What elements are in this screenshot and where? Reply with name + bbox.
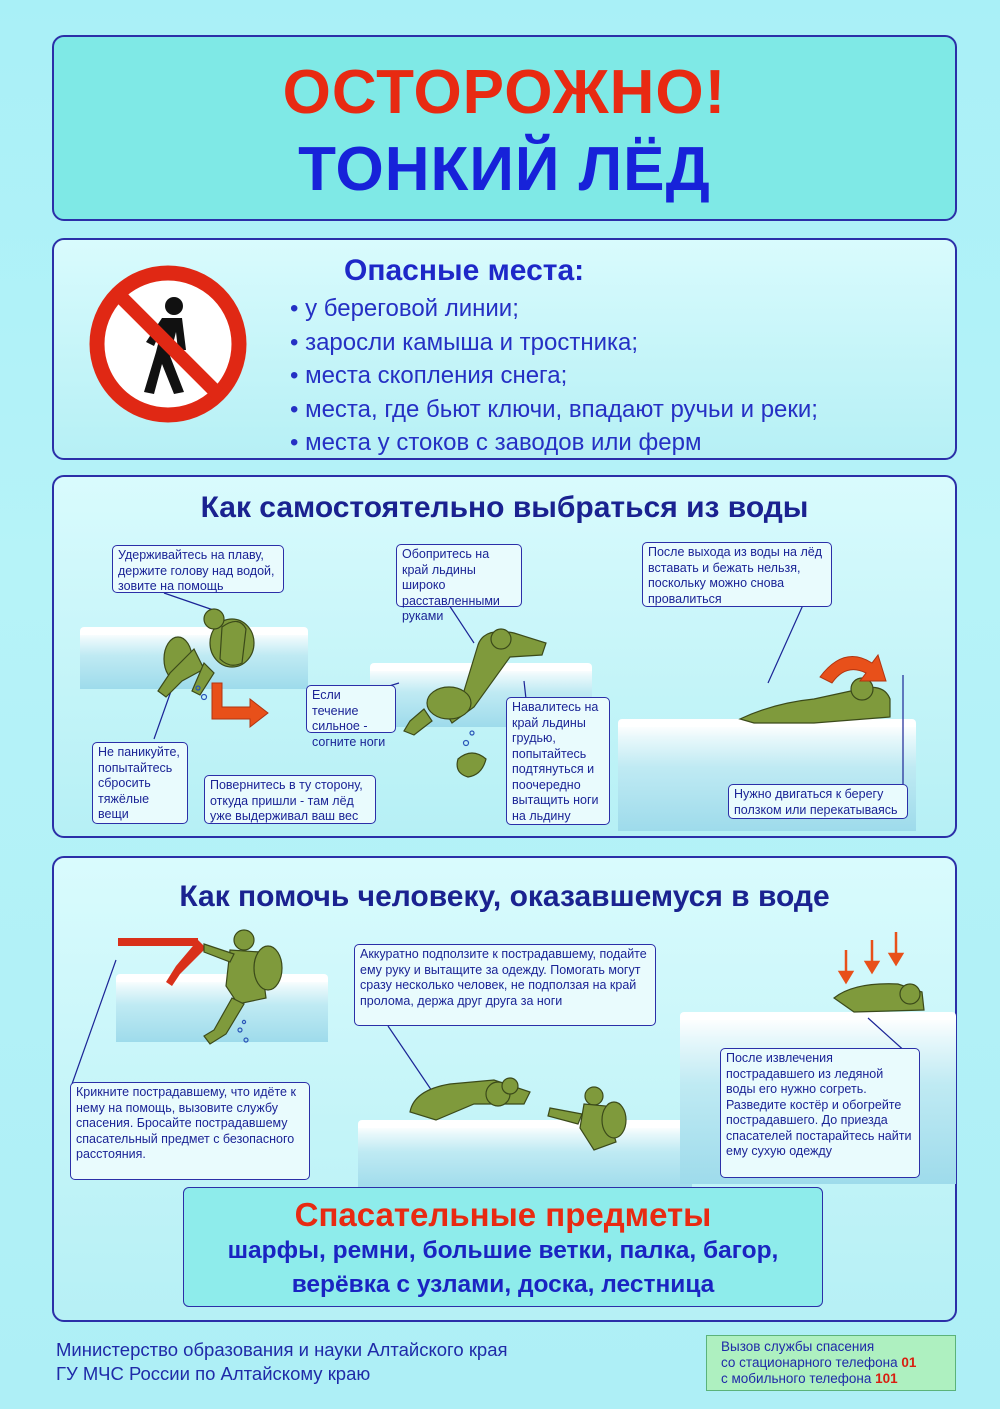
person-rolling-figure bbox=[740, 678, 890, 723]
landline-number: 01 bbox=[901, 1355, 917, 1370]
mobile-number: 101 bbox=[875, 1371, 898, 1386]
callout: Удерживайтесь на плаву, держите голову над водой, зовите на помощь bbox=[112, 545, 284, 593]
victim-figure bbox=[548, 1087, 626, 1150]
danger-list bbox=[290, 292, 818, 460]
phone-heading: Вызов службы спасения bbox=[721, 1339, 875, 1354]
rescue-items-line: верёвка с узлами, доска, лестница bbox=[291, 1271, 715, 1298]
callout: Не паникуйте, попытайтесь сбросить тяжёлые вещи bbox=[92, 742, 188, 824]
danger-heading: Опасные места: bbox=[344, 254, 585, 287]
list-item: • заросли камыша и тростника; bbox=[290, 328, 639, 356]
list-item: • у береговой линии; bbox=[290, 295, 519, 322]
person-in-water-figure bbox=[158, 609, 254, 697]
help-other-heading: Как помочь человеку, оказавшемуся в воде bbox=[179, 880, 830, 913]
callout: Нужно двигаться к берегу ползком или перекатываясь bbox=[728, 784, 908, 819]
self-rescue-heading: Как самостоятельно выбраться из воды bbox=[200, 491, 809, 524]
warming-arrows-icon bbox=[840, 932, 902, 982]
list-item: • места скопления снега; bbox=[290, 362, 568, 389]
rescue-items-title: Спасательные предметы bbox=[294, 1196, 712, 1233]
callout: Обопритесь на край льдины широко расставленными руками bbox=[396, 544, 522, 607]
footer-org-line: Министерство образования и науки Алтайского края bbox=[56, 1339, 508, 1360]
person-lying-figure bbox=[834, 984, 924, 1012]
callout: Если течение сильное - согните ноги bbox=[306, 685, 396, 733]
list-item: • места у стоков с заводов или ферм bbox=[290, 429, 702, 456]
danger-places-panel bbox=[52, 238, 957, 460]
phone-mobile: с мобильного телефона 101 bbox=[721, 1371, 898, 1386]
title-warning: ОСТОРОЖНО! bbox=[282, 58, 727, 127]
list-item: • места, где бьют ключи, впадают ручьи и реки; bbox=[290, 395, 818, 423]
no-pedestrian-sign-icon bbox=[90, 266, 290, 466]
turn-arrow-icon bbox=[212, 683, 268, 727]
callout: Аккуратно подползите к пострадавшему, подайте ему руку и вытащите за одежду. Помогать могут сразу несколько человек, не подползая на край пролома, держа друг друга за ноги bbox=[354, 944, 656, 1026]
callout: После извлечения пострадавшего из ледяной воды его нужно согреть. Разведите костёр и обогрейте пострадавшего. До приезда спасателей постарайтесь найти ему сухую одежду bbox=[720, 1048, 920, 1178]
person-in-water-figure bbox=[204, 930, 282, 1044]
callout: Крикните пострадавшему, что идёте к нему на помощь, вызовите службу спасения. Бросайте пострадавшему спасательный предмет с безопасного расстояния. bbox=[70, 1082, 310, 1180]
title-panel bbox=[52, 35, 957, 221]
rescue-items-box bbox=[183, 1187, 823, 1307]
emergency-phone-box bbox=[706, 1335, 956, 1391]
title-thin-ice: ТОНКИЙ ЛЁД bbox=[298, 135, 711, 204]
callout: После выхода из воды на лёд вставать и бежать нельзя, поскольку можно снова провалиться bbox=[642, 542, 832, 607]
scarf-icon bbox=[118, 938, 198, 946]
roll-arrow-icon bbox=[820, 655, 886, 683]
callout: Навалитесь на край льдины грудью, попытайтесь подтянуться и поочередно вытащить ноги на льдину bbox=[506, 697, 610, 825]
self-rescue-panel bbox=[52, 475, 957, 838]
phone-landline: со стационарного телефона 01 bbox=[721, 1355, 917, 1370]
callout: Повернитесь в ту сторону, откуда пришли - там лёд уже выдерживал ваш вес bbox=[204, 775, 376, 824]
footer-org-line: ГУ МЧС России по Алтайскому краю bbox=[56, 1363, 371, 1384]
footer-organization bbox=[56, 1338, 508, 1386]
rescue-items-line: шарфы, ремни, большие ветки, палка, багор, bbox=[227, 1237, 779, 1264]
